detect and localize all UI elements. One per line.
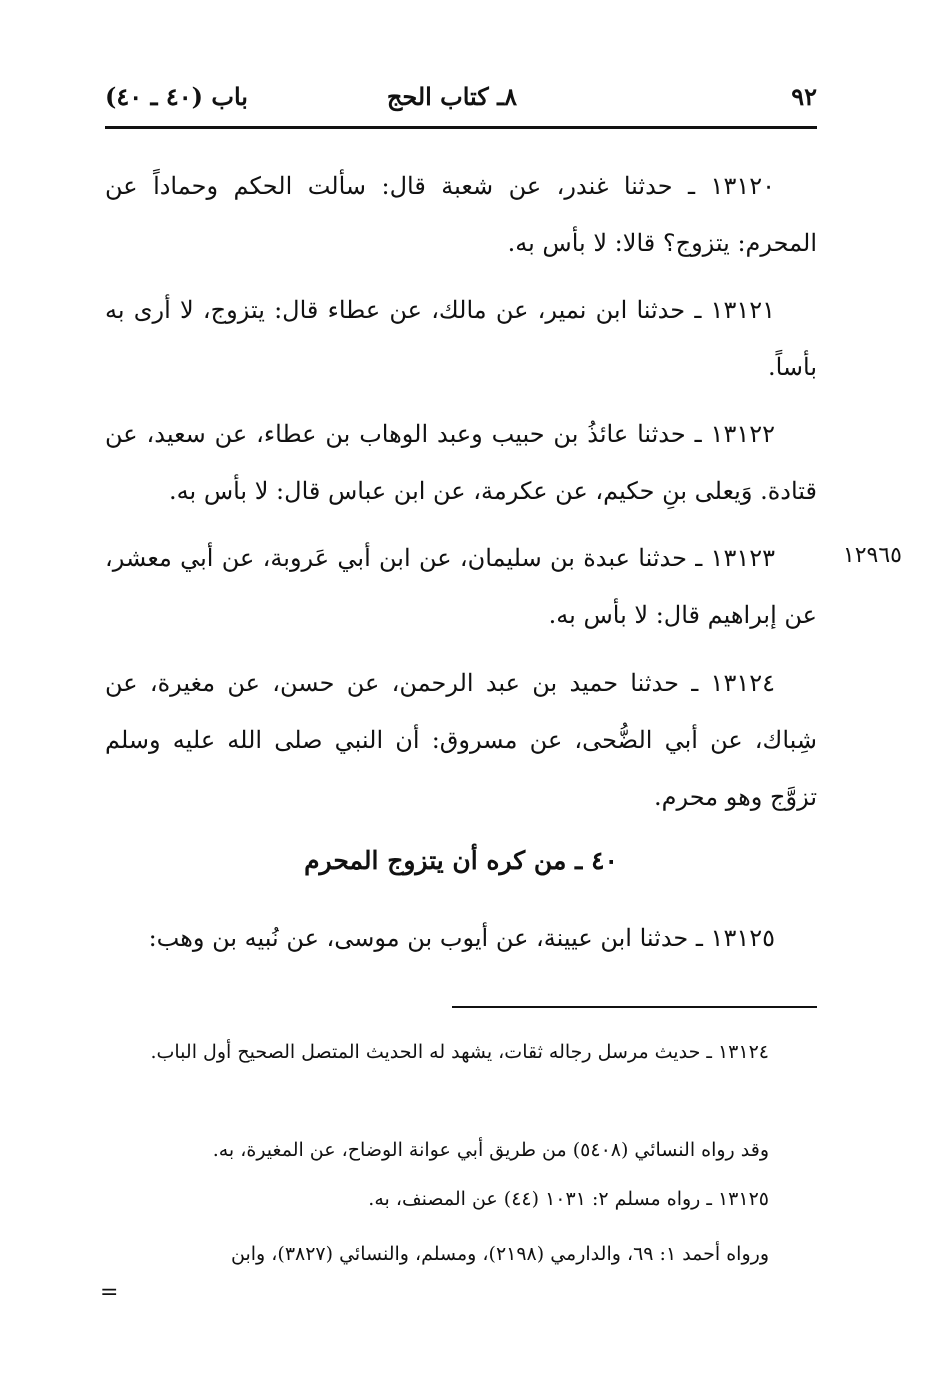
hadith-paragraph	[105, 530, 817, 644]
hadith-text: ١٣١٢٥ ـ حدثنا ابن عيينة، عن أيوب بن موسى، عن نُبيه بن وهب:	[148, 924, 775, 952]
header-rule	[105, 126, 817, 129]
footnote	[105, 1232, 817, 1276]
book-title: ٨ـ كتاب الحج	[386, 82, 517, 111]
hadith-text: ١٣١٢٠ ـ حدثنا غندر، عن شعبة قال: سألت الحكم وحماداً عن المحرم: يتزوج؟ قالا: لا بأس به.	[105, 172, 817, 257]
hadith-paragraph	[105, 910, 817, 967]
running-header	[105, 82, 817, 122]
hadith-paragraph	[105, 655, 817, 826]
hadith-text: ١٣١٢٤ ـ حدثنا حميد بن عبد الرحمن، عن حسن، عن مغيرة، عن شِباك، عن أبي الضُّحى، عن مسروق: أن النبي صلى الله عليه وسلم تزوَّج وهو محرم.	[105, 669, 817, 811]
page-number: ٩٢	[791, 82, 817, 111]
footnote-text: وقد رواه النسائي (٥٤٠٨) من طريق أبي عوانة الوضاح، عن المغيرة، به.	[212, 1139, 769, 1161]
footnote-text: ورواه أحمد ١: ٦٩، والدارمي (٢١٩٨)، ومسلم، والنسائي (٣٨٢٧)، وابن	[231, 1243, 769, 1265]
footnote-text: ١٣١٢٤ ـ حديث مرسل رجاله ثقات، يشهد له الحديث المتصل الصحيح أول الباب.	[150, 1041, 769, 1063]
chapter-range: باب (٤٠ ـ ٤٠)	[105, 82, 248, 111]
hadith-paragraph	[105, 282, 817, 396]
continuation-mark: =	[100, 1280, 119, 1305]
footnote	[105, 1177, 817, 1221]
margin-number: ١٢٩٦٥	[842, 543, 902, 568]
footnote-rule	[452, 1006, 817, 1008]
footnote-text: ١٣١٢٥ ـ رواه مسلم ٢: ١٠٣١ (٤٤) عن المصنف، به.	[368, 1188, 769, 1210]
hadith-text: ١٣١٢٢ ـ حدثنا عائذُ بن حبيب وعبد الوهاب بن عطاء، عن سعيد، عن قتادة. وَيعلى بنِ حكيم، عن عكرمة، عن ابن عباس قال: لا بأس به.	[105, 420, 817, 505]
hadith-text: ١٣١٢١ ـ حدثنا ابن نمير، عن مالك، عن عطاء قال: يتزوج، لا أرى به بأساً.	[105, 296, 817, 381]
footnote	[105, 1128, 817, 1172]
footnote	[105, 1030, 817, 1074]
hadith-paragraph	[105, 406, 817, 520]
hadith-paragraph	[105, 158, 817, 272]
hadith-text: ١٣١٢٣ ـ حدثنا عبدة بن سليمان، عن ابن أبي عَروبة، عن أبي معشر، عن إبراهيم قال: لا بأس به.	[105, 544, 817, 629]
section-title: ٤٠ ـ من كره أن يتزوج المحرم	[304, 846, 618, 875]
